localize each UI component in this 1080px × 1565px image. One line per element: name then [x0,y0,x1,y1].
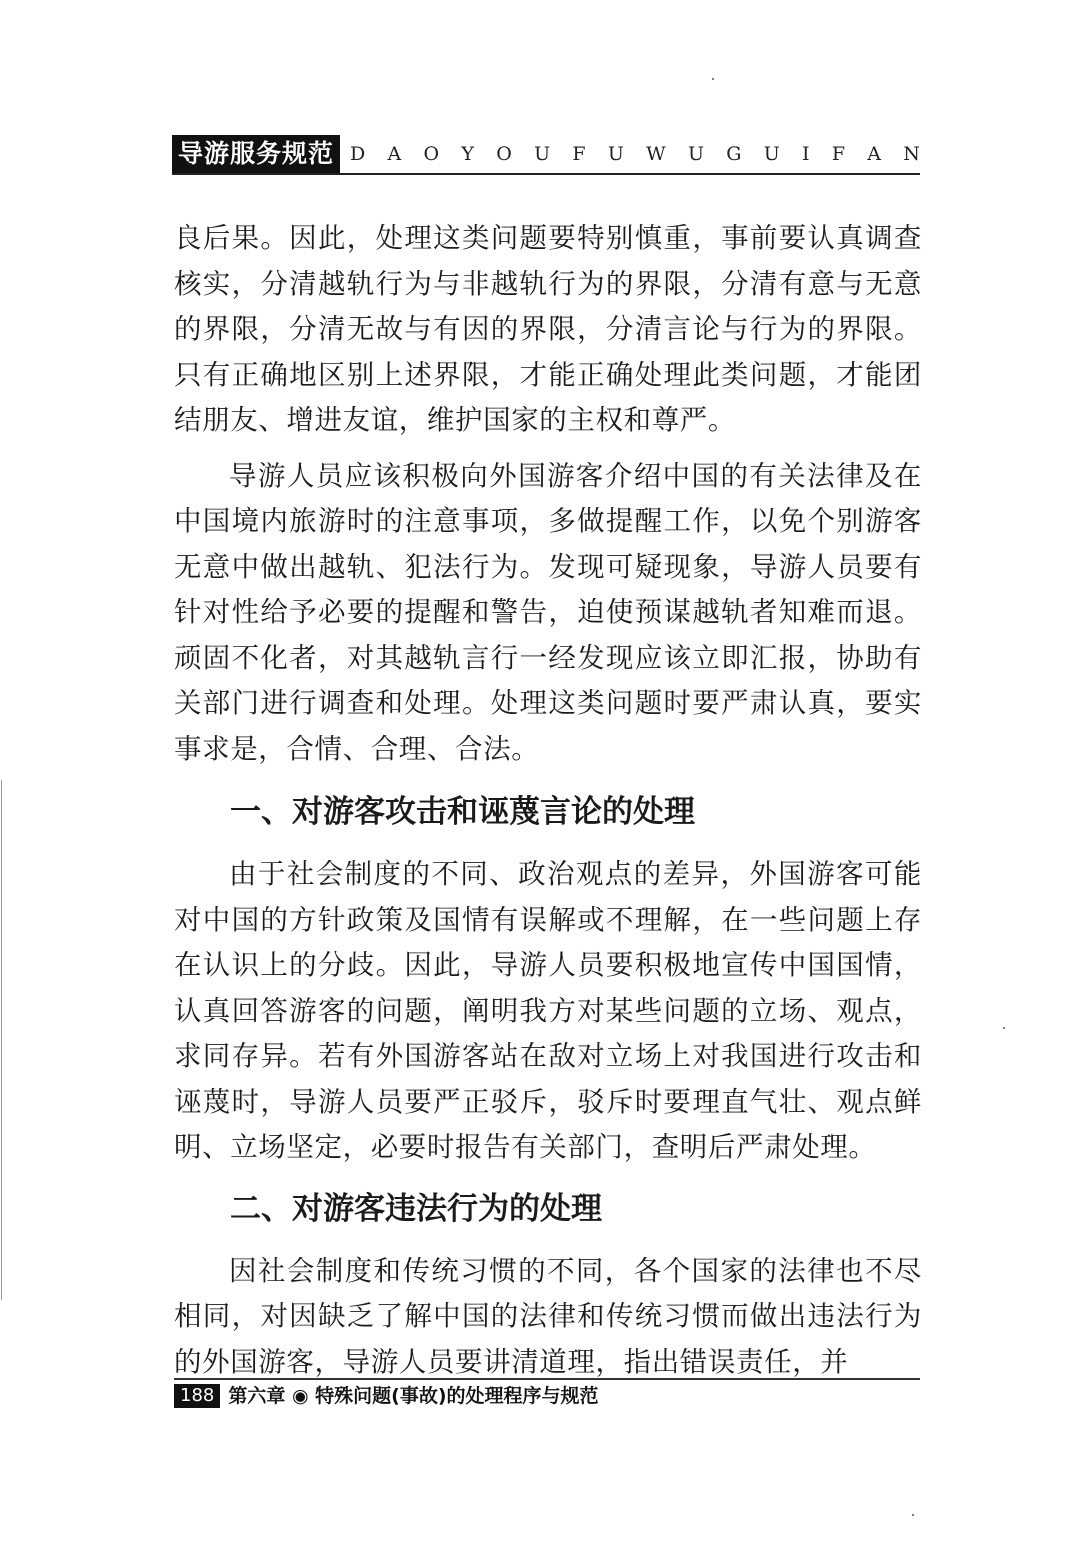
book-title-pinyin [350,135,920,173]
pinyin-letter: U [534,143,551,165]
pinyin-letter: U [607,143,624,165]
pinyin-letter: I [802,143,810,165]
scan-speck [712,78,714,80]
page-body [174,216,922,1385]
section-heading-1: 一、对游客攻击和诬蔑言论的处理 [230,794,695,830]
book-title: 导游服务规范 [172,135,340,173]
page-number: 188 [174,1384,220,1408]
chapter-title: 第六章 ◉ 特殊问题(事故)的处理程序与规范 [228,1385,599,1407]
pinyin-letter: U [763,143,780,165]
scan-speck [912,1514,914,1516]
paragraph: 由于社会制度的不同、政治观点的差异，外国游客可能对中国的方针政策及国情有误解或不理解，在一些问题上存在认识上的分歧。因此，导游人员要积极地宣传中国国情，认真回答游客的问题，阐明我方对某些问题的立场、观点，求同存异。若有外国游客站在敌对立场上对我国进行攻击和诬蔑时，导游人员要严正驳斥，驳斥时要理直气壮、观点鲜明、立场坚定，必要时报告有关部门，查明后严肃处理。 [174,858,922,1163]
paragraph: 导游人员应该积极向外国游客介绍中国的有关法律及在中国境内旅游时的注意事项，多做提醒工作，以免个别游客无意中做出越轨、犯法行为。发现可疑现象，导游人员要有针对性给予必要的提醒和警告，迫使预谋越轨者知难而退。顽固不化者，对其越轨言行一经发现应该立即汇报，协助有关部门进行调查和处理。处理这类问题时要严肃认真，要实事求是，合情、合理、合法。 [174,459,922,765]
scan-speck [1003,1027,1005,1029]
header-rule [172,173,920,175]
pinyin-letter: W [646,143,666,165]
paragraph: 因社会制度和传统习惯的不同，各个国家的法律也不尽相同，对因缺乏了解中国的法律和传统习惯而做出违法行为的外国游客，导游人员要讲清道理，指出错误责任，并 [174,1254,922,1378]
section-heading-2: 二、对游客违法行为的处理 [230,1190,602,1227]
pinyin-letter: A [867,143,882,165]
footer-rule [174,1378,920,1380]
pinyin-letter: G [726,143,742,165]
pinyin-letter: O [423,143,440,165]
pinyin-letter: A [387,143,402,165]
pinyin-letter: Y [461,143,474,165]
pinyin-letter: F [572,143,586,165]
pinyin-letter: U [687,143,704,165]
running-footer [174,1378,920,1408]
running-header [172,135,920,175]
pinyin-letter: O [496,143,512,165]
paragraph-continued: 良后果。因此，处理这类问题要特别慎重，事前要认真调查核实，分清越轨行为与非越轨行为的界限，分清有意与无意的界限，分清无故与有因的界限，分清言论与行为的界限。只有正确地区别上述界限，才能正确处理此类问题，才能团结朋友、增进友谊，维护国家的主权和尊严。 [174,222,922,436]
scan-edge-line [1,780,2,1300]
pinyin-letter: F [831,143,845,165]
pinyin-letter: D [350,143,366,165]
pinyin-letter: N [903,143,920,165]
